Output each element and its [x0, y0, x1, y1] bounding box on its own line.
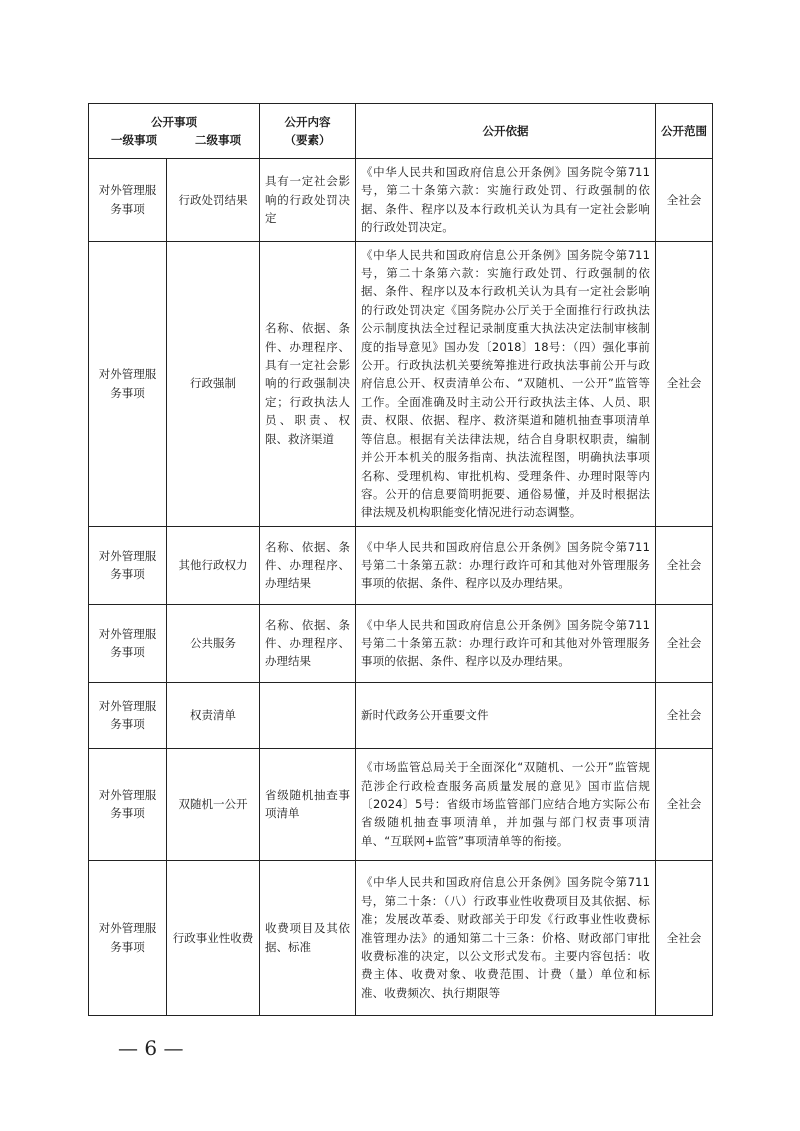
content-cell: 收费项目及其依据、标准: [260, 860, 356, 1015]
scope-cell: 全社会: [656, 682, 713, 748]
level2-cell: 权责清单: [167, 682, 260, 748]
level1-cell: 对外管理服务事项: [89, 604, 167, 682]
table-row: [89, 682, 713, 748]
header-basis: 公开依据: [356, 104, 656, 159]
basis-cell: 《中华人民共和国政府信息公开条例》国务院令第711号第二十条第五款：办理行政许可和其他对外管理服务事项的依据、条件、程序以及办理结果。: [356, 604, 656, 682]
basis-cell: 《中华人民共和国政府信息公开条例》国务院令第711号，第二十条第六款：实施行政处罚、行政强制的依据、条件、程序以及本行政机关认为具有一定社会影响的行政处罚决定《国务院办公厅关于全面推行行政执法公示制度执法全过程记录制度重大执法决定法制审核制度的指导意见》国办发〔2018〕18号：（四）强化事前公开。行政执法机关要统筹推进行政执法事前公开与政府信息公开、权责清单公布、“双随机、一公开”监管等工作。全面准确及时主动公开行政执法主体、人员、职责、权限、依据、程序、救济渠道和随机抽查事项清单等信息。根据有关法律法规，结合自身职权职责，编制并公开本机关的服务指南、执法流程图，明确执法事项名称、受理机构、审批机构、受理条件、办理时限等内容。公开的信息要简明扼要、通俗易懂，并及时根据法律法规及机构职能变化情况进行动态调整。: [356, 241, 656, 526]
scope-cell: 全社会: [656, 748, 713, 860]
table-row: [89, 526, 713, 604]
level2-cell: 其他行政权力: [167, 526, 260, 604]
scope-cell: 全社会: [656, 159, 713, 242]
table-row: [89, 241, 713, 526]
level2-cell: 行政事业性收费: [167, 860, 260, 1015]
basis-cell: 《市场监管总局关于全面深化“双随机、一公开”监管规范涉企行政检查服务高质量发展的意见》国市监信规〔2024〕5号：省级市场监管部门应结合地方实际公布省级随机抽查事项清单，并加强与部门权责事项清单、“互联网+监管”事项清单等的衔接。: [356, 748, 656, 860]
scope-cell: 全社会: [656, 526, 713, 604]
content-cell: 名称、依据、条件、办理程序、办理结果: [260, 604, 356, 682]
level2-cell: 行政处罚结果: [167, 159, 260, 242]
header-content: [260, 104, 356, 159]
basis-cell: 《中华人民共和国政府信息公开条例》国务院令第711号，第二十条：（八）行政事业性收费项目及其依据、标准；发展改革委、财政部关于印发《行政事业性收费标准管理办法》的通知第二十三条：价格、财政部门审批收费标准的决定，以公文形式发布。主要内容包括：收费主体、收费对象、收费范围、计费（量）单位和标准、收费频次、执行期限等: [356, 860, 656, 1015]
content-cell: 省级随机抽查事项清单: [260, 748, 356, 860]
table-row: [89, 604, 713, 682]
table-row: [89, 860, 713, 1015]
scope-cell: 全社会: [656, 860, 713, 1015]
content-cell: 名称、依据、条件、办理程序、办理结果: [260, 526, 356, 604]
level1-cell: 对外管理服务事项: [89, 159, 167, 242]
level1-cell: 对外管理服务事项: [89, 526, 167, 604]
level1-cell: 对外管理服务事项: [89, 748, 167, 860]
level1-cell: 对外管理服务事项: [89, 241, 167, 526]
content-cell: 具有一定社会影响的行政处罚决定: [260, 159, 356, 242]
disclosure-table: [88, 103, 713, 1016]
basis-cell: 《中华人民共和国政府信息公开条例》国务院令第711号第二十条第五款：办理行政许可和其他对外管理服务事项的依据、条件、程序以及办理结果。: [356, 526, 656, 604]
content-cell: [260, 682, 356, 748]
scope-cell: 全社会: [656, 241, 713, 526]
basis-cell: 新时代政务公开重要文件: [356, 682, 656, 748]
table-header-row: [89, 104, 713, 159]
level2-cell: 行政强制: [167, 241, 260, 526]
header-level2-label: 二级事项: [195, 133, 241, 147]
table-row: [89, 748, 713, 860]
header-content-sub-label: （要素）: [284, 133, 331, 147]
level2-cell: 双随机一公开: [167, 748, 260, 860]
header-matters-label: 公开事项: [151, 114, 197, 129]
page-number: — 6 —: [118, 1036, 184, 1060]
header-scope: 公开范围: [656, 104, 713, 159]
basis-cell: 《中华人民共和国政府信息公开条例》国务院令第711号，第二十条第六款：实施行政处罚、行政强制的依据、条件、程序以及本行政机关认为具有一定社会影响的行政处罚决定。: [356, 159, 656, 242]
header-content-label: 公开内容: [284, 114, 331, 129]
level1-cell: 对外管理服务事项: [89, 860, 167, 1015]
header-disclosure-matters: [89, 104, 260, 159]
table-row: [89, 159, 713, 242]
level2-cell: 公共服务: [167, 604, 260, 682]
content-cell: 名称、依据、条件、办理程序、具有一定社会影响的行政强制决定；行政执法人员、职责、权限、救济渠道: [260, 241, 356, 526]
scope-cell: 全社会: [656, 604, 713, 682]
header-level1-label: 一级事项: [111, 133, 157, 147]
level1-cell: 对外管理服务事项: [89, 682, 167, 748]
